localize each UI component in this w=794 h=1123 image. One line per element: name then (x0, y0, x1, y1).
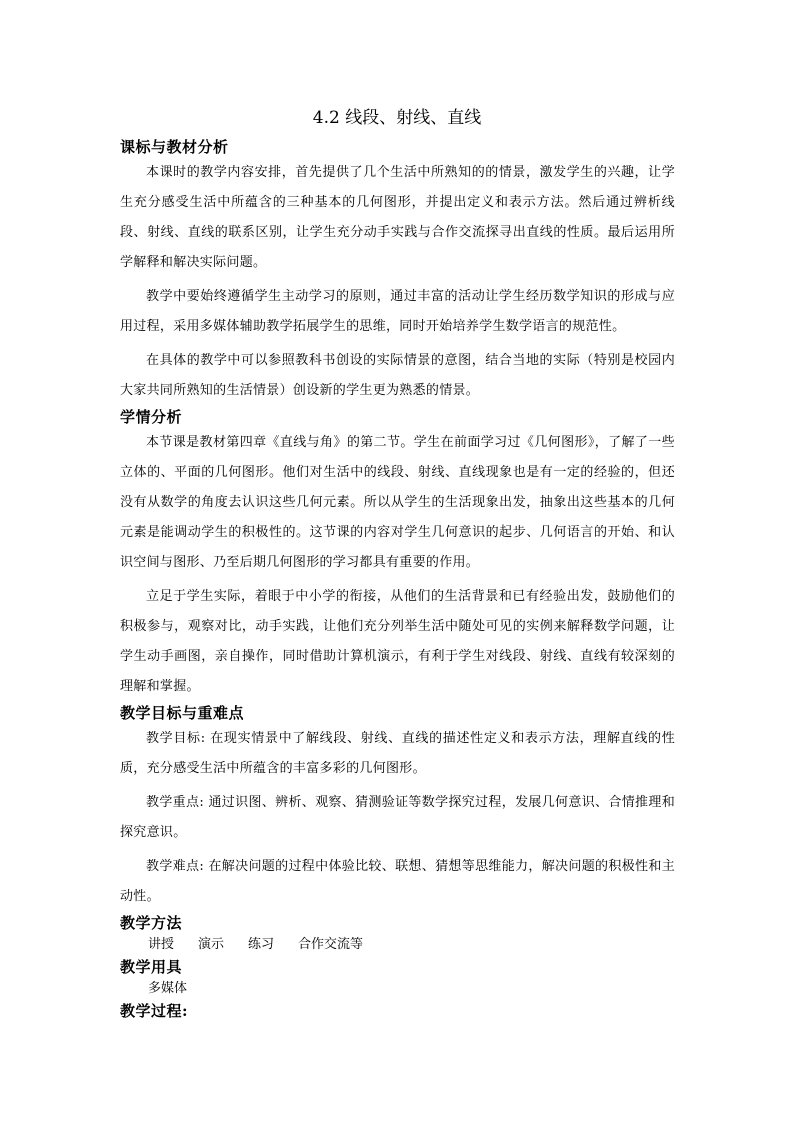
section-heading: 教学方法 (120, 914, 183, 932)
paragraph: 教学目标: 在现实情景中了解线段、射线、直线的描述性定义和表示方法，理解直线的性质，充分感受生活中所蕴含的丰富多彩的几何图形。 (120, 731, 675, 776)
section-heading: 教学用具 (120, 958, 183, 976)
section-objectives (120, 702, 675, 912)
section-heading: 课标与教材分析 (120, 138, 229, 156)
document-title: 4.2 线段、射线、直线 (312, 108, 482, 128)
methods-list (120, 934, 675, 956)
paragraph: 教学重点: 通过识图、辨析、观察、猜测验证等数学探究过程，发展几何意识、合情推理和探究意识。 (120, 795, 675, 840)
tools-text: 多媒体 (148, 981, 188, 996)
paragraph: 在具体的教学中可以参照教科书创设的实际情景的意图，结合当地的实际（特别是校园内大家共同所熟知的生活情景）创设新的学生更为熟悉的情景。 (120, 353, 675, 398)
paragraph: 本课时的教学内容安排，首先提供了几个生活中所熟知的的情景，激发学生的兴趣，让学生充分感受生活中所蕴含的三种基本的几何图形，并提出定义和表示方法。然后通过辨析线段、射线、直线的联系区别，让学生充分动手实践与合作交流探寻出直线的性质。最后运用所学解释和解决实际问题。 (120, 165, 675, 270)
list-item: 讲授 (148, 937, 175, 952)
paragraph: 教学难点: 在解决问题的过程中体验比较、联想、猜想等思维能力，解决问题的积极性和主动性。 (120, 859, 675, 904)
section-heading: 教学目标与重难点 (120, 704, 245, 722)
section-process (120, 1000, 675, 1022)
list-item: 演示 (198, 937, 225, 952)
section-heading: 学情分析 (120, 408, 183, 426)
section-curriculum-analysis (120, 136, 675, 406)
section-methods (120, 912, 675, 956)
paragraph: 立足于学生实际，着眼于中小学的衔接，从他们的生活背景和已有经验出发，鼓励他们的积极参与，观察对比，动手实践，让他们充分列举生活中随处可见的实例来解释数学问题，让学生动手画图，亲自操作，同时借助计算机演示，有利于学生对线段、射线、直线有较深刻的理解和掌握。 (120, 589, 675, 694)
paragraph: 本节课是教材第四章《直线与角》的第二节。学生在前面学习过《几何图形》，了解了一些立体的、平面的几何图形。他们对生活中的线段、射线、直线现象也是有一定的经验的，但还没有从数学的角度去认识这些几何元素。所以从学生的生活现象出发，抽象出这些基本的几何元素是能调动学生的积极性的。这节课的内容对学生几何意识的起步、几何语言的开始、和认识空间与图形、乃至后期几何图形的学习都具有重要的作用。 (120, 435, 675, 570)
list-item: 合作交流等 (298, 937, 364, 952)
section-tools (120, 956, 675, 1000)
list-item: 练习 (248, 937, 275, 952)
section-heading: 教学过程: (120, 1002, 189, 1020)
paragraph: 教学中要始终遵循学生主动学习的原则，通过丰富的活动让学生经历数学知识的形成与应用过程，采用多媒体辅助教学拓展学生的思维，同时开始培养学生数学语言的规范性。 (120, 289, 675, 334)
document-body (120, 136, 675, 1022)
section-student-analysis (120, 406, 675, 702)
